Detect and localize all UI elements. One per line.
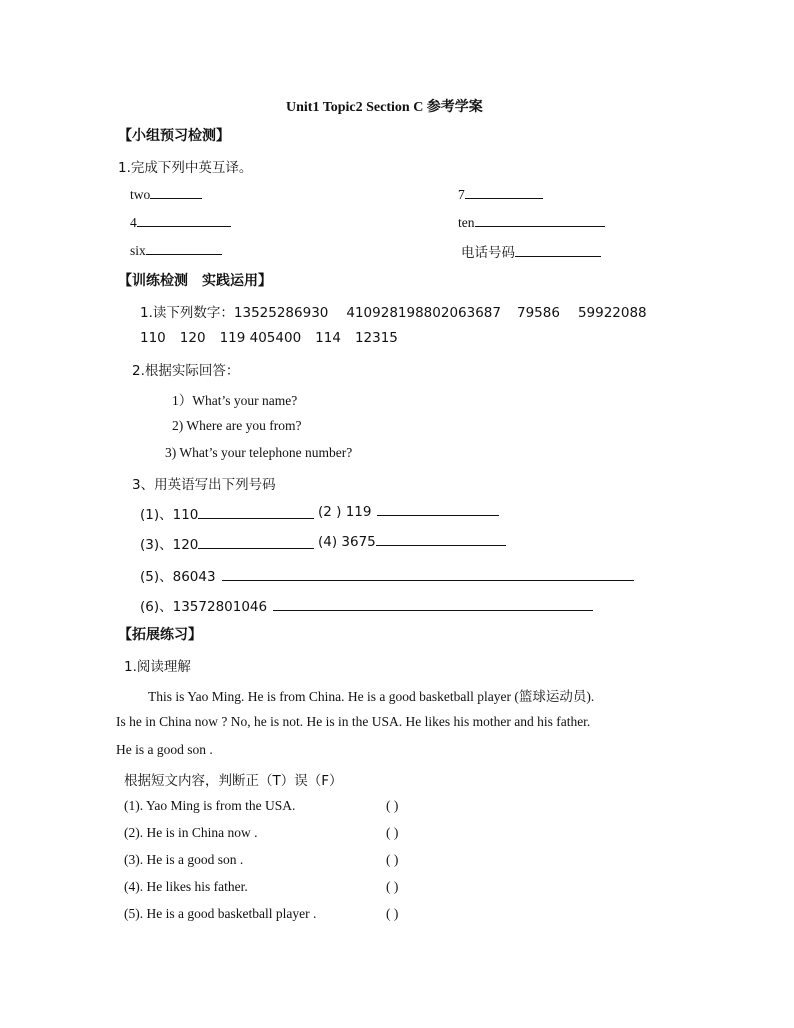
answer-blank[interactable] xyxy=(198,536,314,549)
tf-statement-4: (4). He likes his father. xyxy=(124,879,248,894)
question-telephone: 3) What’s your telephone number? xyxy=(165,445,353,460)
question-answer-actual: 2.根据实际回答： xyxy=(132,363,240,379)
answer-blank[interactable] xyxy=(137,214,231,227)
answer-blank[interactable] xyxy=(475,214,605,227)
question-1-translate: 1.完成下列中英互译。 xyxy=(118,160,253,176)
question-read-numbers: 1.读下列数字：13525286930 410928198802063687 79586 59922088 xyxy=(140,305,647,321)
section-heading-extension: 【拓展练习】 xyxy=(118,627,202,643)
translate-item-two: two xyxy=(130,186,202,203)
tf-statement-2: (2). He is in China now . xyxy=(124,825,258,840)
passage-line-3: He is a good son . xyxy=(116,742,213,757)
question-name: 1）What’s your name? xyxy=(172,393,298,408)
answer-blank[interactable] xyxy=(146,242,222,255)
answer-blank[interactable] xyxy=(376,533,506,546)
tf-answer-box[interactable]: ( ) xyxy=(386,879,399,894)
true-false-instruction: 根据短文内容，判断正（T）误（F） xyxy=(124,773,343,789)
tf-statement-3: (3). He is a good son . xyxy=(124,852,244,867)
translate-item-six: six xyxy=(130,242,222,259)
tf-answer-box[interactable]: ( ) xyxy=(386,825,399,840)
tf-answer-box[interactable]: ( ) xyxy=(386,906,399,921)
write-number-120: (3)、120 xyxy=(140,533,314,553)
number-row-2: 110 120 119 405400 114 12315 xyxy=(140,330,398,346)
page-title: Unit1 Topic2 Section C 参考学案 xyxy=(286,100,483,115)
write-number-86043: (5)、86043 xyxy=(140,565,634,585)
passage-line-2: Is he in China now ? No, he is not. He is in the USA. He likes his mother and his father. xyxy=(116,714,591,729)
translate-item-ten: ten xyxy=(458,214,605,231)
translate-item-7: 7 xyxy=(458,186,543,203)
section-heading-preview: 【小组预习检测】 xyxy=(118,128,230,144)
tf-statement-1: (1). Yao Ming is from the USA. xyxy=(124,798,296,813)
question-write-numbers: 3、用英语写出下列号码 xyxy=(132,477,276,493)
answer-blank[interactable] xyxy=(273,598,593,611)
write-number-119: (2 ) 119 xyxy=(318,503,499,520)
translate-item-phone-number: 电话号码 xyxy=(461,241,601,261)
answer-blank[interactable] xyxy=(465,186,543,199)
write-number-3675: (4) 3675 xyxy=(318,533,506,550)
passage-line-1: This is Yao Ming. He is from China. He is a good basketball player (篮球运动员). xyxy=(148,689,595,704)
tf-statement-5: (5). He is a good basketball player . xyxy=(124,906,317,921)
answer-blank[interactable] xyxy=(198,506,314,519)
tf-answer-box[interactable]: ( ) xyxy=(386,852,399,867)
tf-answer-box[interactable]: ( ) xyxy=(386,798,399,813)
write-number-110: (1)、110 xyxy=(140,503,314,523)
section-heading-practice: 【训练检测 实践运用】 xyxy=(118,273,272,289)
question-from: 2) Where are you from? xyxy=(172,418,302,433)
translate-item-4: 4 xyxy=(130,214,231,231)
write-number-13572801046: (6)、13572801046 xyxy=(140,595,593,615)
answer-blank[interactable] xyxy=(222,568,634,581)
answer-blank[interactable] xyxy=(150,186,202,199)
answer-blank[interactable] xyxy=(515,244,601,257)
answer-blank[interactable] xyxy=(377,503,499,516)
question-reading-comprehension: 1.阅读理解 xyxy=(124,659,191,675)
